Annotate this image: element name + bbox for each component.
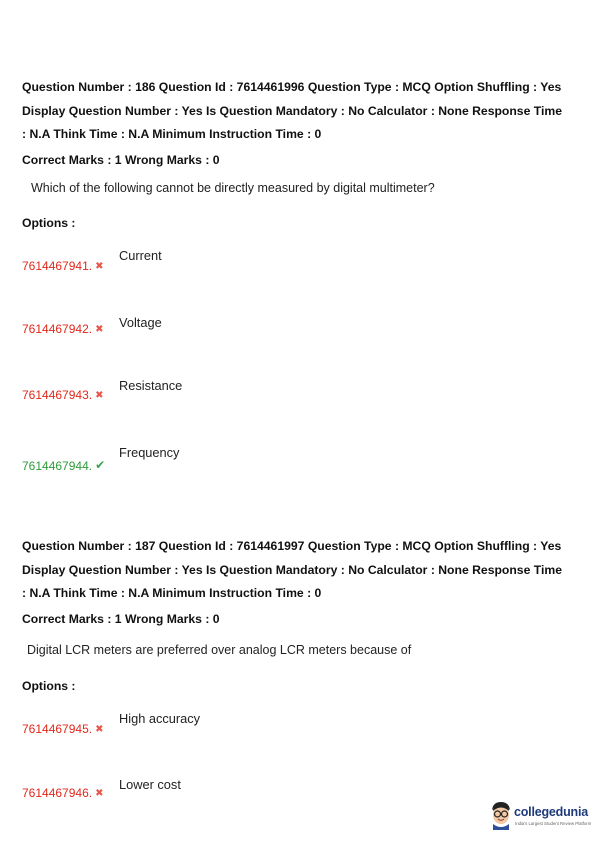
cross-icon: ✖: [95, 324, 104, 335]
option-id: 7614467944. ✔: [22, 458, 106, 473]
logo-name: collegedunia: [514, 805, 589, 819]
option-text: Resistance: [119, 378, 183, 393]
options-label: Options :: [22, 679, 76, 693]
option-id: 7614467941. ✖: [22, 259, 104, 273]
collegedunia-logo: [488, 800, 592, 834]
option-text: High accuracy: [119, 711, 201, 726]
question-meta: [22, 535, 582, 606]
meta-line: Question Number : 186 Question Id : 7614461996 Question Type : MCQ Option Shuffling : Yes: [22, 80, 562, 94]
option-id: 7614467942. ✖: [22, 322, 104, 336]
option-id: 7614467945. ✖: [22, 722, 104, 736]
cross-icon: ✖: [95, 390, 104, 401]
meta-line: Display Question Number : Yes Is Question Mandatory : No Calculator : None Response Time: [22, 562, 562, 577]
option-text: Frequency: [119, 445, 180, 460]
marks-line: Correct Marks : 1 Wrong Marks : 0: [22, 153, 220, 167]
option-text: Current: [119, 248, 162, 263]
option-id: 7614467943. ✖: [22, 388, 104, 402]
question-text: Which of the following cannot be directly measured by digital multimeter?: [31, 181, 435, 195]
option-text: Voltage: [119, 315, 162, 330]
logo-tagline: India's Largest Student Review Platform: [515, 821, 592, 826]
meta-line: : N.A Think Time : N.A Minimum Instruction Time : 0: [22, 127, 322, 141]
option-id: 7614467946. ✖: [22, 786, 104, 800]
options-label: Options :: [22, 216, 76, 230]
question-text: Digital LCR meters are preferred over analog LCR meters because of: [27, 643, 412, 657]
check-icon: ✔: [95, 458, 106, 472]
question-meta: [22, 76, 582, 147]
meta-line: : N.A Think Time : N.A Minimum Instruction Time : 0: [22, 586, 322, 600]
meta-line: Display Question Number : Yes Is Question Mandatory : No Calculator : None Response Time: [22, 103, 562, 118]
cross-icon: ✖: [95, 788, 104, 799]
cross-icon: ✖: [95, 261, 104, 272]
mascot-icon: [488, 800, 514, 830]
cross-icon: ✖: [95, 724, 104, 735]
marks-line: Correct Marks : 1 Wrong Marks : 0: [22, 612, 220, 626]
meta-line: Question Number : 187 Question Id : 7614461997 Question Type : MCQ Option Shuffling : Yes: [22, 539, 562, 553]
option-text: Lower cost: [119, 777, 181, 792]
